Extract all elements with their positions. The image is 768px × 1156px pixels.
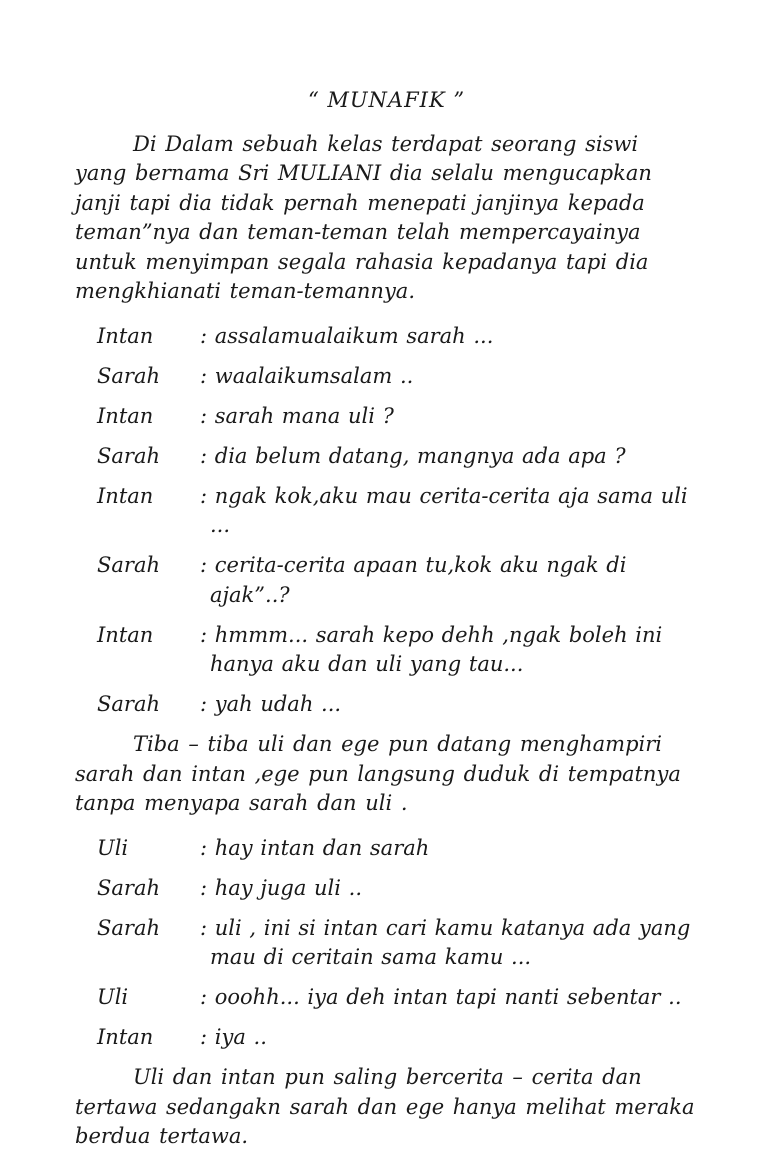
speech-text: : assalamualaikum sarah ...: [200, 323, 494, 348]
dialogue-row: [97, 551, 698, 610]
speech-text: : uli , ini si intan cari kamu katanya ada yang mau di ceritain sama kamu ...: [200, 915, 691, 969]
dialogue-row: [97, 322, 698, 352]
dialogue-row: [97, 402, 698, 432]
dialogue-row: [97, 442, 698, 472]
dialogue-row: [97, 362, 698, 392]
speech-text: : dia belum datang, mangnya ada apa ?: [200, 443, 626, 468]
speaker-name: Intan: [97, 622, 154, 647]
speaker-name: Uli: [97, 835, 129, 860]
dialogue-block-1: [75, 322, 698, 720]
speech-text: : yah udah ...: [200, 692, 342, 716]
speech-text: : ngak kok,aku mau cerita-cerita aja sama uli ...: [200, 483, 688, 537]
dialogue-row: [97, 914, 698, 973]
document-content: [75, 86, 698, 1156]
dialogue-row: [97, 690, 698, 720]
speaker-name: Intan: [97, 323, 154, 348]
page-title: “ MUNAFIK ”: [307, 88, 466, 112]
speech-text: : hay intan dan sarah: [200, 835, 430, 860]
speech-text: : iya ..: [200, 1025, 267, 1049]
dialogue-row: [97, 874, 698, 904]
speaker-name: Sarah: [97, 915, 160, 940]
closing-paragraph: Uli dan intan pun saling bercerita – cerita dan tertawa sedangakn sarah dan ege hanya melihat meraka berdua tertawa.: [75, 1065, 695, 1148]
speech-text: : cerita-cerita apaan tu,kok aku ngak di ajak”..?: [200, 553, 627, 607]
speaker-name: Sarah: [97, 363, 160, 388]
speech-text: : hay juga uli ..: [200, 875, 362, 900]
speaker-name: Sarah: [97, 443, 160, 468]
dialogue-row: [97, 621, 698, 680]
speech-text: : hmmm... sarah kepo dehh ,ngak boleh ini hanya aku dan uli yang tau...: [200, 622, 663, 676]
speaker-name: Sarah: [97, 553, 160, 577]
dialogue-row: [97, 1023, 698, 1053]
speaker-name: Sarah: [97, 692, 160, 716]
narration-paragraph: Tiba – tiba uli dan ege pun datang menghampiri sarah dan intan ,ege pun langsung duduk di tempatnya tanpa menyapa sarah dan uli .: [75, 732, 681, 815]
dialogue-row: [97, 834, 698, 864]
speech-text: : waalaikumsalam ..: [200, 363, 414, 388]
dialogue-row: [97, 983, 698, 1013]
intro-paragraph: Di Dalam sebuah kelas terdapat seorang siswi yang bernama Sri MULIANI dia selalu mengucapkan janji tapi dia tidak pernah menepati janjinya kepada teman”nya dan teman-teman telah mempercayainya untuk menyimpan segala rahasia kepadanya tapi dia mengkhianati teman-temannya.: [75, 131, 652, 303]
speech-text: : sarah mana uli ?: [200, 403, 394, 428]
speech-text: : ooohh... iya deh intan tapi nanti sebentar ..: [200, 985, 682, 1009]
speaker-name: Intan: [97, 483, 154, 508]
speaker-name: Intan: [97, 1025, 154, 1049]
dialogue-row: [97, 482, 698, 541]
dialogue-block-2: [75, 834, 698, 1053]
speaker-name: Intan: [97, 403, 154, 428]
speaker-name: Sarah: [97, 875, 160, 900]
speaker-name: Uli: [97, 985, 129, 1009]
